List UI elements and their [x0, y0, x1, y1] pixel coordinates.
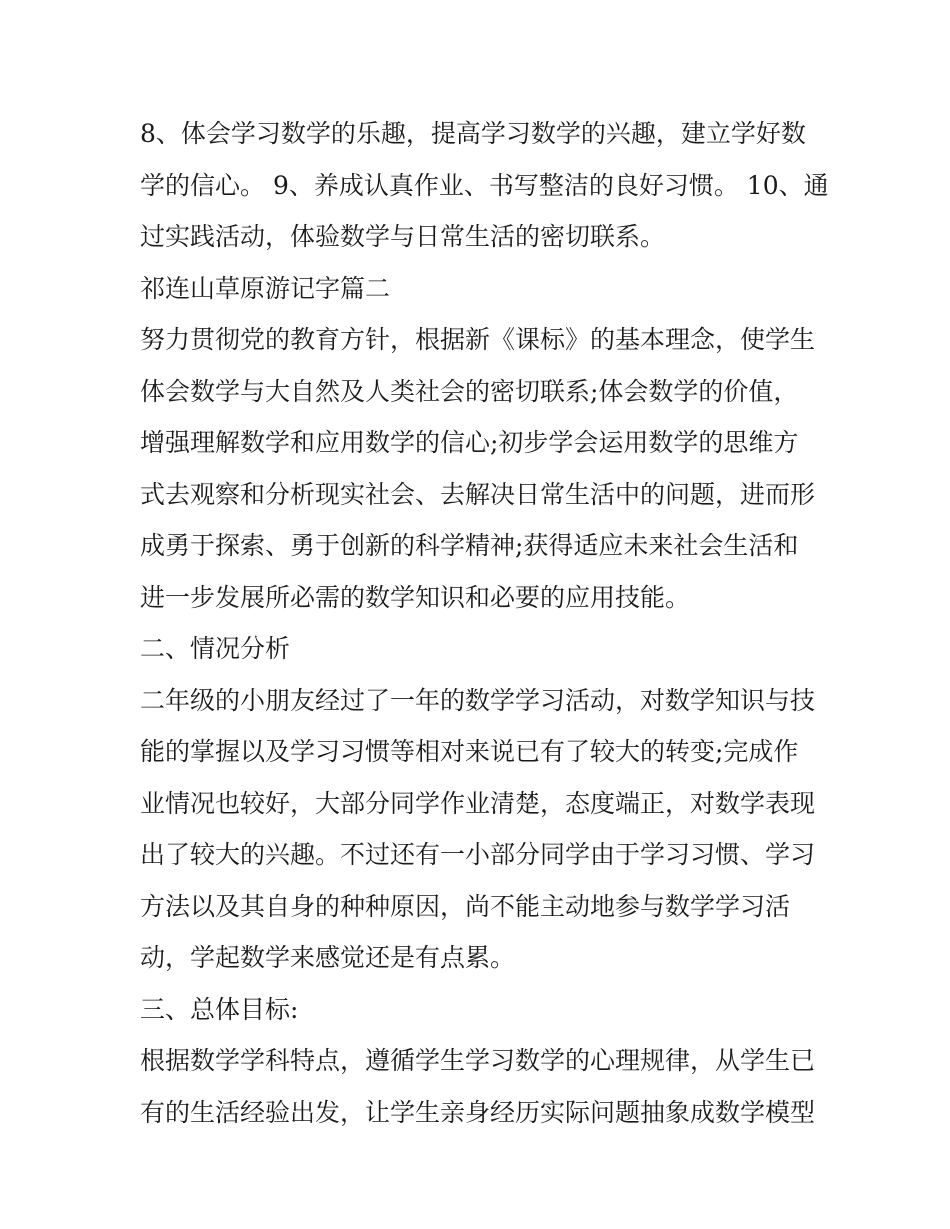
text-line: 二年级的小朋友经过了一年的数学学习活动，对数学知识与技 [140, 685, 816, 715]
text-line: 有的生活经验出发，让学生亲身经历实际问题抽象成数学模型 [140, 1097, 816, 1127]
section-heading: 三、总体目标: [140, 994, 299, 1024]
section-title: 祁连山草原游记字篇二 [140, 273, 391, 303]
text-line: 业情况也较好，大部分同学作业清楚，态度端正，对数学表现 [140, 788, 816, 818]
section-heading: 二、情况分析 [140, 634, 291, 663]
text-line: 努力贯彻党的教育方针，根据新《课标》的基本理念，使学生 [140, 325, 816, 354]
text-line: 体会数学与大自然及人类社会的密切联系;体会数学的价值， [140, 376, 799, 406]
text-line: 方法以及其自身的种种原因，尚不能主动地参与数学学习活 [140, 891, 791, 921]
text-line: 进一步发展所必需的数学知识和必要的应用技能。 [140, 582, 691, 612]
document-body [140, 108, 829, 1138]
text-line: 增强理解数学和应用数学的信心;初步学会运用数学的思维方 [140, 428, 799, 457]
text-line: 成勇于探索、勇于创新的科学精神;获得适应未来社会生活和 [140, 531, 799, 560]
text-line: 8、体会学习数学的乐趣，提高学习数学的兴趣，建立学好数 [140, 119, 806, 148]
text-line: 出了较大的兴趣。不过还有一小部分同学由于学习习惯、学习 [140, 840, 816, 869]
text-line: 根据数学学科特点，遵循学生学习数学的心理规律，从学生已 [140, 1046, 816, 1075]
text-line: 动，学起数学来感觉还是有点累。 [140, 943, 516, 972]
text-line: 学的信心。 9、养成认真作业、书写整洁的良好习惯。 10、通 [140, 170, 829, 200]
text-line: 能的掌握以及学习习惯等相对来说已有了较大的转变;完成作 [140, 737, 799, 766]
text-line: 过实践活动，体验数学与日常生活的密切联系。 [140, 222, 666, 251]
text-line: 式去观察和分析现实社会、去解决日常生活中的问题，进而形 [140, 479, 816, 509]
